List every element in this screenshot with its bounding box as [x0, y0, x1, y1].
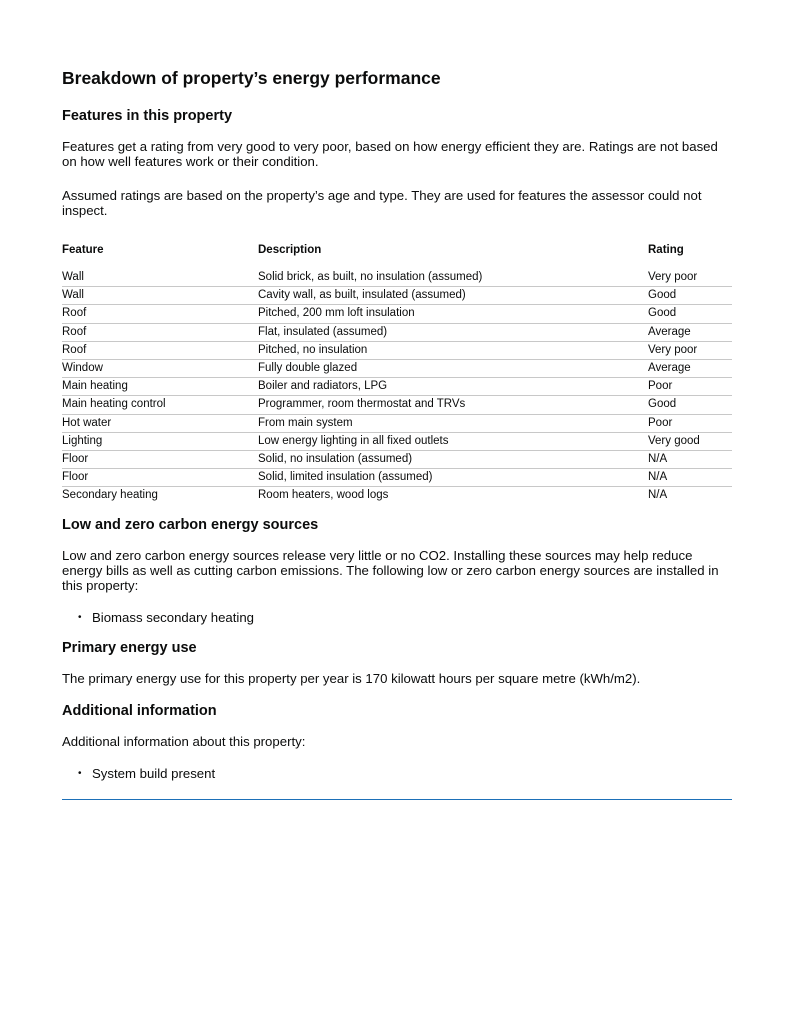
features-intro-2: Assumed ratings are based on the property’s age and type. They are used for features the assessor could not inspect. [62, 188, 702, 218]
feature-cell: Window [62, 359, 258, 377]
description-cell: Flat, insulated (assumed) [258, 323, 648, 341]
features-table [62, 243, 732, 504]
header-description: Description [258, 244, 322, 256]
description-cell: Low energy lighting in all fixed outlets [258, 432, 648, 450]
table-row [62, 269, 732, 287]
rating-cell: N/A [648, 489, 668, 502]
rating-cell: Good [648, 305, 732, 323]
table-row [62, 287, 732, 305]
description-cell: Room heaters, wood logs [258, 489, 389, 502]
rating-cell: Poor [648, 378, 732, 396]
table-row [62, 305, 732, 323]
rating-cell: Very poor [648, 269, 732, 287]
rating-cell: N/A [648, 469, 732, 487]
feature-cell: Lighting [62, 432, 258, 450]
table-row [62, 469, 732, 487]
feature-cell: Wall [62, 287, 258, 305]
rating-cell: Good [648, 287, 732, 305]
additional-info-body: Additional information about this property: [62, 734, 306, 749]
description-cell: Programmer, room thermostat and TRVs [258, 396, 648, 414]
rating-cell: Average [648, 323, 732, 341]
rating-cell: Poor [648, 414, 732, 432]
list-item: • System build present [92, 766, 215, 782]
list-item: • Biomass secondary heating [92, 610, 254, 626]
rating-cell: Very poor [648, 341, 732, 359]
primary-energy-heading: Primary energy use [62, 640, 197, 656]
primary-energy-body: The primary energy use for this property per year is 170 kilowatt hours per square metre (kWh/m2). [62, 671, 641, 686]
rating-cell: Very good [648, 432, 732, 450]
table-row [62, 414, 732, 432]
feature-cell: Hot water [62, 414, 258, 432]
description-cell: Pitched, 200 mm loft insulation [258, 305, 648, 323]
table-row [62, 359, 732, 377]
description-cell: Solid, limited insulation (assumed) [258, 469, 648, 487]
rating-cell: Average [648, 359, 732, 377]
feature-cell: Floor [62, 450, 258, 468]
feature-cell: Main heating control [62, 396, 258, 414]
description-cell: Pitched, no insulation [258, 341, 648, 359]
table-row [62, 378, 732, 396]
description-cell: Solid brick, as built, no insulation (assumed) [258, 269, 648, 287]
table-row [62, 323, 732, 341]
description-cell: Fully double glazed [258, 359, 648, 377]
rating-cell: N/A [648, 450, 732, 468]
features-heading: Features in this property [62, 108, 233, 124]
feature-cell: Roof [62, 305, 258, 323]
feature-cell: Secondary heating [62, 489, 158, 502]
header-rating: Rating [648, 244, 684, 256]
description-cell: Solid, no insulation (assumed) [258, 450, 648, 468]
feature-cell: Wall [62, 269, 258, 287]
low-carbon-body: Low and zero carbon energy sources release very little or no CO2. Installing these sources may help reduce energy bills as well as cutting carbon emissions. The following low or zero carbon energy sources are installed in this property: [62, 548, 719, 593]
description-cell: From main system [258, 414, 648, 432]
table-row [62, 396, 732, 414]
table-row [62, 341, 732, 359]
description-cell: Cavity wall, as built, insulated (assumed) [258, 287, 648, 305]
table-row [62, 450, 732, 468]
feature-cell: Roof [62, 323, 258, 341]
feature-cell: Floor [62, 469, 258, 487]
table-row [62, 487, 732, 505]
additional-info-heading: Additional information [62, 703, 217, 719]
header-feature: Feature [62, 244, 104, 256]
page-title: Breakdown of property’s energy performance [62, 68, 441, 88]
rating-cell: Good [648, 396, 732, 414]
feature-cell: Roof [62, 341, 258, 359]
low-carbon-heading: Low and zero carbon energy sources [62, 517, 319, 533]
feature-cell: Main heating [62, 378, 258, 396]
table-header-row [62, 243, 732, 259]
description-cell: Boiler and radiators, LPG [258, 378, 648, 396]
section-divider [62, 799, 732, 800]
table-row [62, 432, 732, 450]
features-intro-1: Features get a rating from very good to very poor, based on how energy efficient they are. Ratings are not based on how well features work or their condition. [62, 139, 718, 169]
